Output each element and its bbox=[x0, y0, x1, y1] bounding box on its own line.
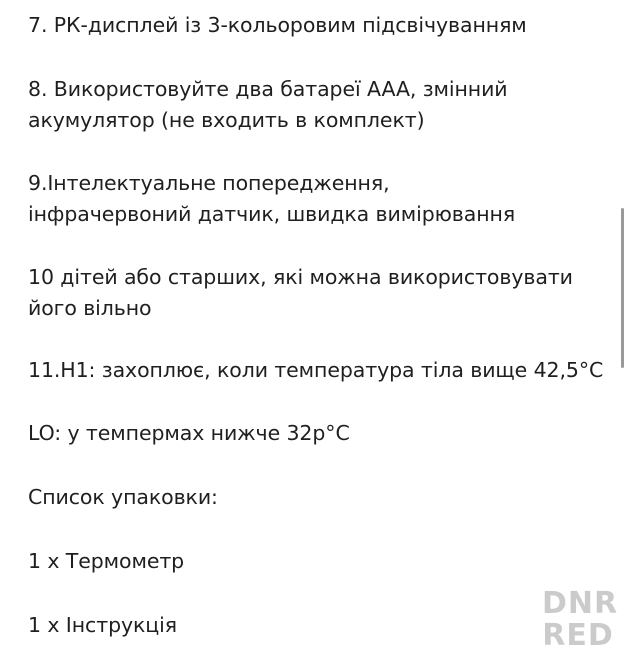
feature-item-8: 8. Використовуйте два батареї AAA, змінний акумулятор (не входить в комплект) bbox=[28, 77, 508, 132]
feature-item-9: 9.Інтелектуальне попередження, інфрачервоний датчик, швидка вимірювання bbox=[28, 171, 516, 226]
scrollbar-thumb[interactable] bbox=[621, 208, 624, 368]
packing-list-heading: Список упаковки: bbox=[28, 485, 218, 509]
feature-item-7: 7. РК-дисплей із 3-кольоровим підсвічуванням bbox=[28, 13, 527, 37]
packing-item-instruction: 1 x Інструкція bbox=[28, 613, 177, 637]
feature-item-10: 10 дітей або старших, які можна використовувати його вільно bbox=[28, 265, 573, 320]
watermark-line-2: RED bbox=[542, 618, 614, 653]
watermark-logo bbox=[542, 586, 619, 653]
watermark-line-1: DNR bbox=[542, 586, 619, 621]
feature-item-11: 11.H1: захоплює, коли температура тіла вище 42,5°C bbox=[28, 358, 604, 382]
feature-item-lo: LO: у темпермах нижче 32р°C bbox=[28, 421, 350, 445]
packing-item-thermometer: 1 x Термометр bbox=[28, 549, 185, 573]
